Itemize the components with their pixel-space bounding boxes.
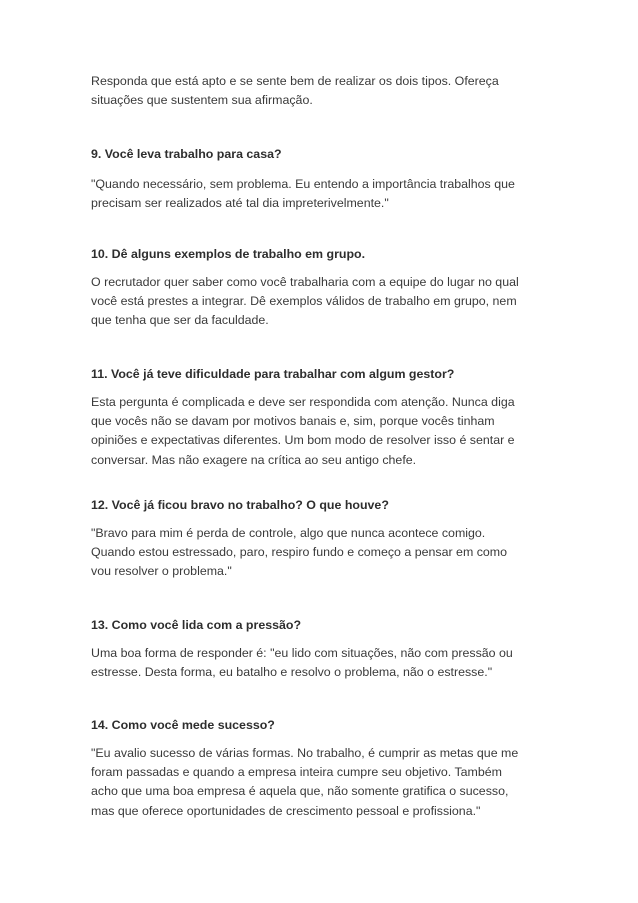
question-14-answer — [91, 744, 546, 821]
paragraph-line: Esta pergunta é complicada e deve ser respondida com atenção. Nunca diga — [91, 395, 515, 409]
paragraph-line: O recrutador quer saber como você trabalharia com a equipe do lugar no qual — [91, 275, 519, 289]
answer-paragraph — [91, 644, 546, 682]
question-10-heading: 10. Dê alguns exemplos de trabalho em grupo. — [91, 247, 366, 261]
paragraph-line: foram passadas e quando a empresa inteira cumpre seu objetivo. Também — [91, 765, 502, 780]
question-11-block — [91, 365, 546, 384]
question-11-heading: 11. Você já teve dificuldade para trabalhar com algum gestor? — [91, 367, 455, 381]
paragraph-line: você está prestes a integrar. Dê exemplos válidos de trabalho em grupo, nem — [91, 294, 517, 309]
paragraph-line: Quando estou estressado, paro, respiro fundo e começo a pensar em como — [91, 545, 508, 560]
paragraph-line: "Bravo para mim é perda de controle, algo que nunca acontece comigo. — [91, 526, 486, 540]
paragraph-line: conversar. Mas não exagere na crítica ao seu antigo chefe. — [91, 452, 417, 467]
question-11-answer — [91, 393, 546, 470]
question-9-heading: 9. Você leva trabalho para casa? — [91, 147, 282, 161]
question-10-answer — [91, 273, 546, 331]
paragraph-line: que tenha que ser da faculdade. — [91, 313, 269, 328]
paragraph-line: mas que oferece oportunidades de crescimento pessoal e profissiona." — [91, 803, 481, 818]
paragraph-line: situações que sustentem sua afirmação. — [91, 93, 313, 108]
question-12-answer — [91, 524, 546, 582]
intro-paragraph — [91, 72, 546, 110]
question-13-block — [91, 616, 546, 635]
answer-paragraph — [91, 273, 546, 331]
paragraph-line: "Eu avalio sucesso de várias formas. No trabalho, é cumprir as metas que me — [91, 746, 519, 760]
question-13-answer — [91, 644, 546, 682]
answer-paragraph — [91, 744, 546, 821]
paragraph-line: Uma boa forma de responder é: "eu lido com situações, não com pressão ou — [91, 646, 513, 660]
answer-paragraph — [91, 175, 546, 213]
paragraph-line: Responda que está apto e se sente bem de realizar os dois tipos. Ofereça — [91, 74, 499, 88]
question-12-heading: 12. Você já ficou bravo no trabalho? O que houve? — [91, 498, 389, 512]
intro-block — [91, 72, 546, 110]
answer-paragraph — [91, 524, 546, 582]
question-13-heading: 13. Como você lida com a pressão? — [91, 618, 302, 632]
question-9-block — [91, 145, 546, 164]
paragraph-line: estresse. Desta forma, eu batalho e resolvo o problema, não o estresse." — [91, 665, 493, 680]
question-10-block — [91, 245, 546, 264]
paragraph-line: "Quando necessário, sem problema. Eu entendo a importância trabalhos que — [91, 177, 515, 191]
question-14-heading: 14. Como você mede sucesso? — [91, 718, 275, 732]
question-14-block — [91, 716, 546, 735]
paragraph-line: que vocês não se davam por motivos banais e, sim, porque vocês tinham — [91, 414, 495, 429]
question-12-block — [91, 496, 546, 515]
paragraph-line: precisam ser realizados até tal dia impreterivelmente." — [91, 196, 389, 211]
answer-paragraph — [91, 393, 546, 470]
paragraph-line: vou resolver o problema." — [91, 564, 232, 579]
question-9-answer — [91, 175, 546, 213]
paragraph-line: opiniões e expectativas diferentes. Um bom modo de resolver isso é sentar e — [91, 433, 515, 448]
paragraph-line: acho que uma boa empresa é aquela que, não somente gratifica o sucesso, — [91, 784, 509, 799]
